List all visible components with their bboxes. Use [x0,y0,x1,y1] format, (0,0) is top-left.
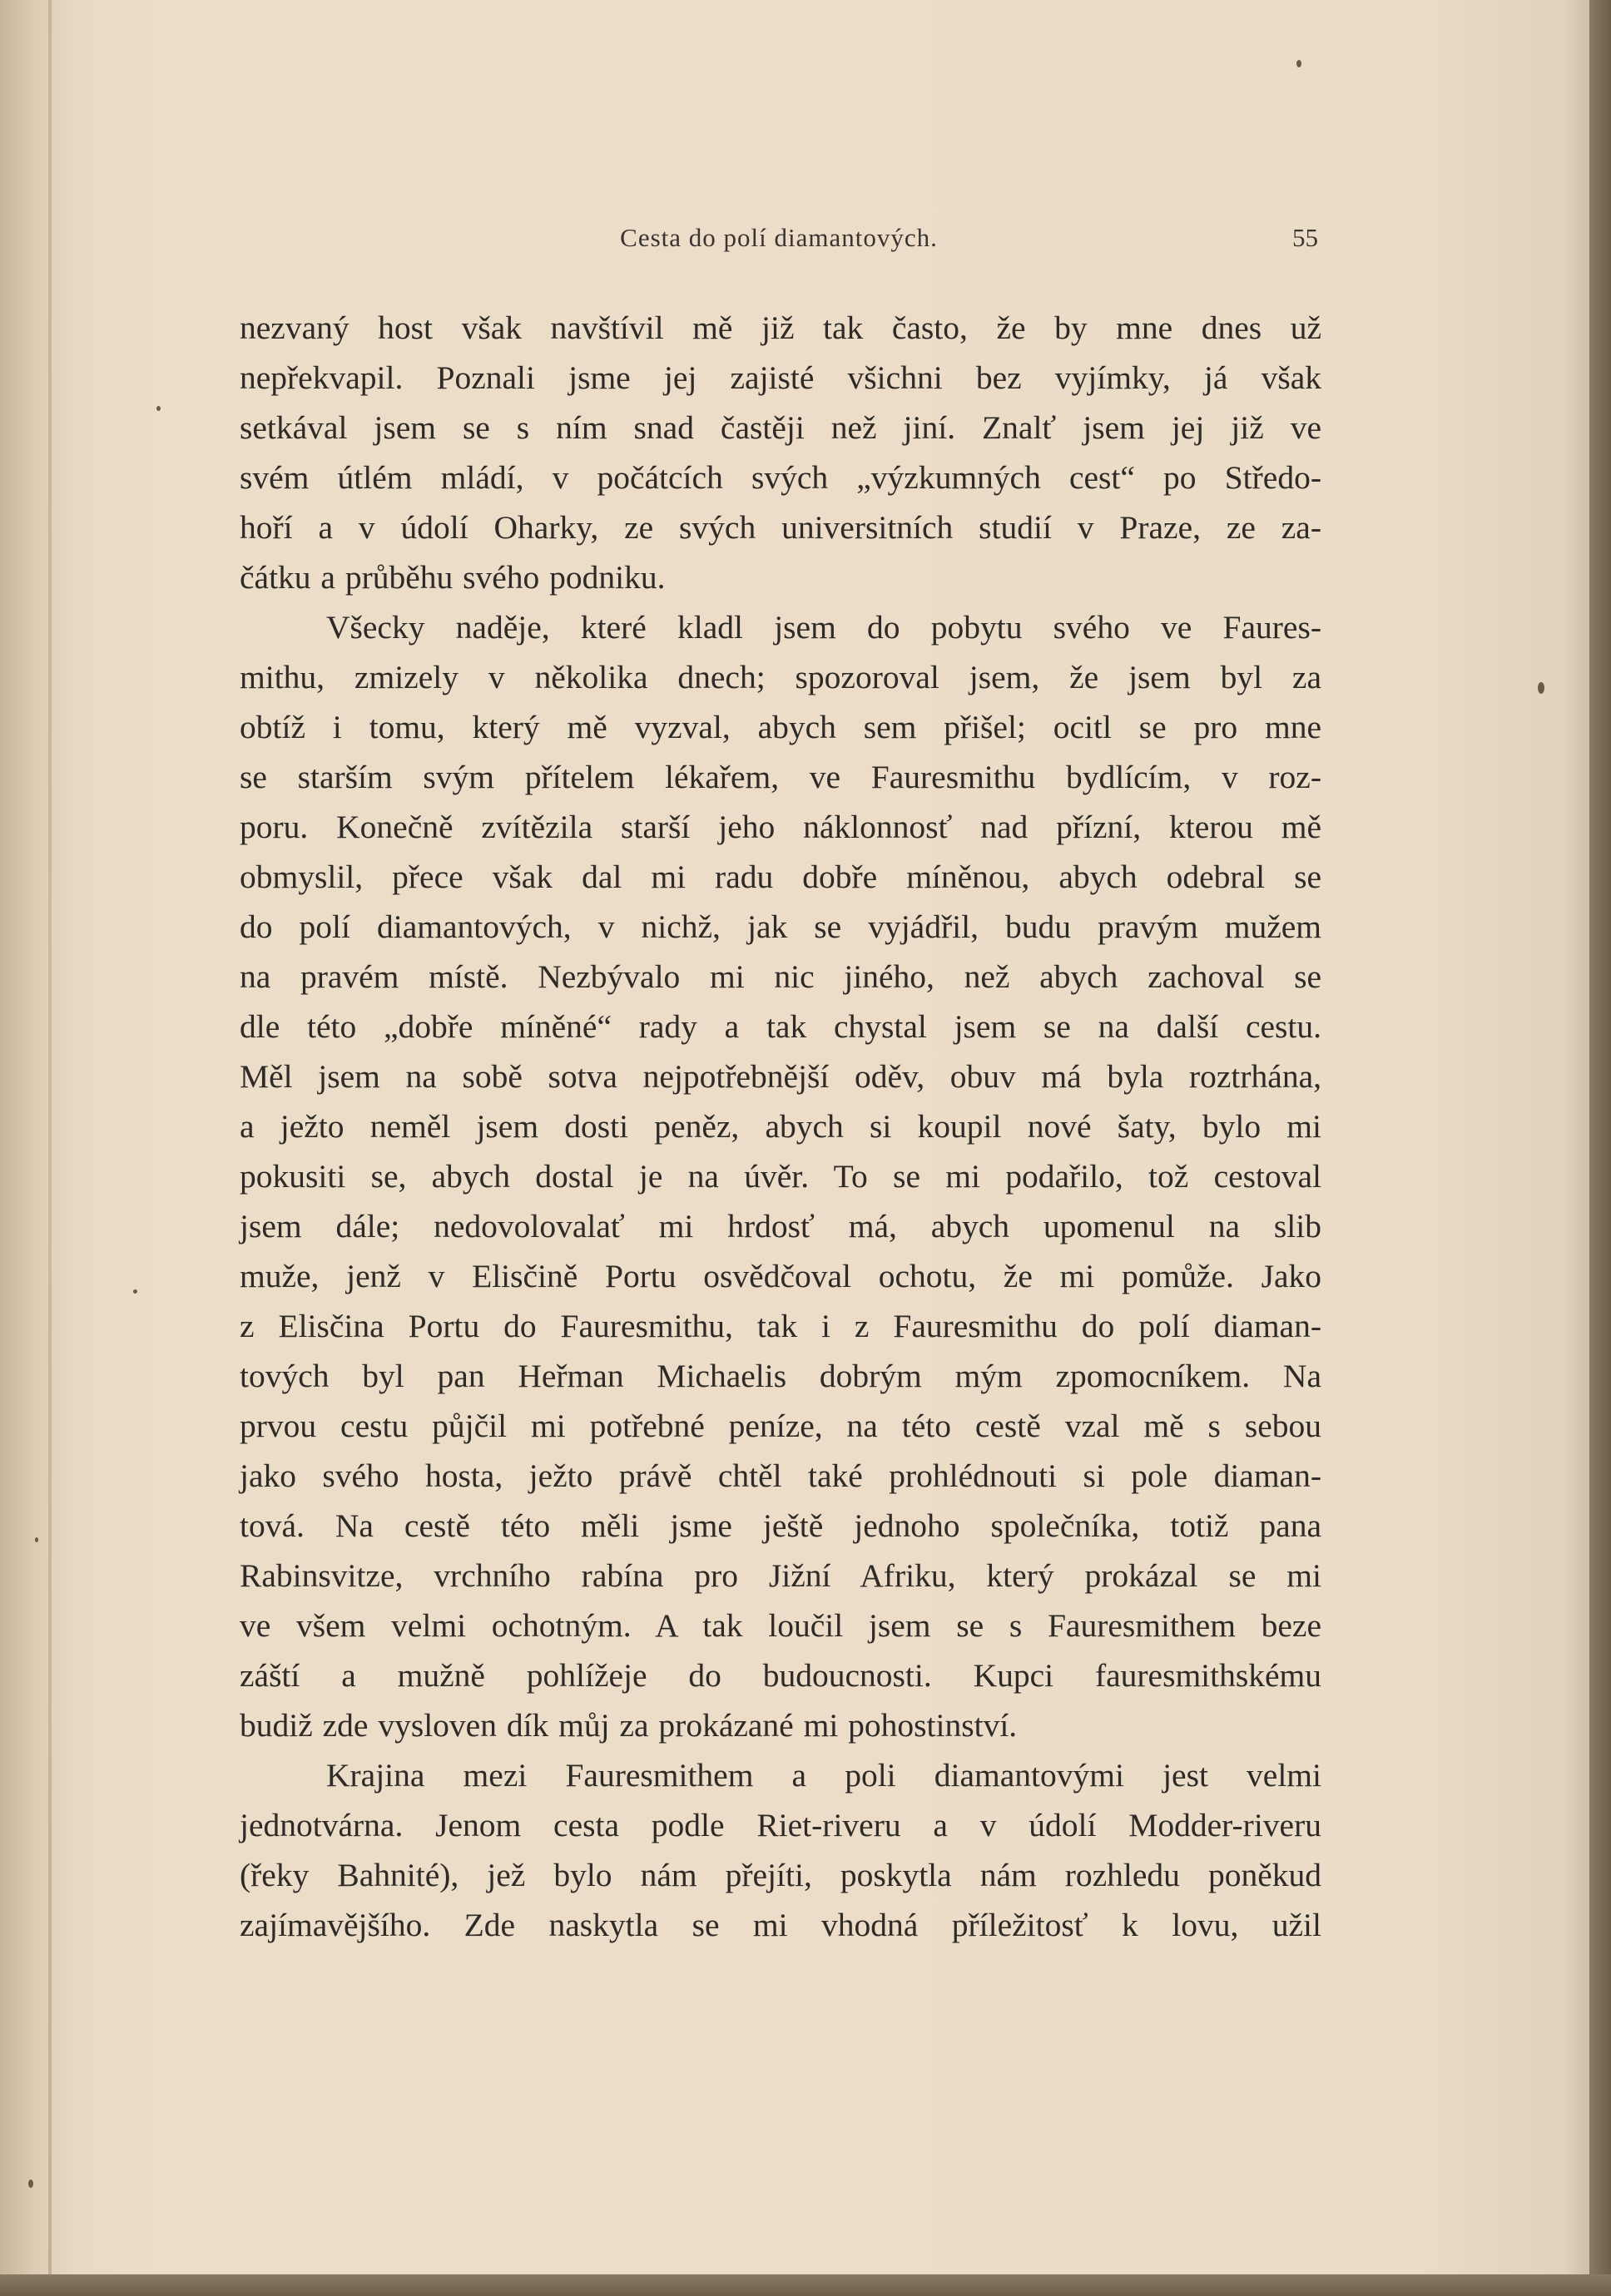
text-line: budiž zde vysloven dík můj za prokázané mi pohostinství. [240,1707,1018,1744]
text-line: hoří a v údolí Oharky, ze svých universitních studií v Praze, ze za- [240,509,1321,546]
text-line: nezvaný host však navštívil mě již tak často, že by mne dnes už [240,309,1321,346]
text-line: a ježto neměl jsem dosti peněz, abych si koupil nové šaty, bylo mi [240,1108,1321,1145]
text-line: zajímavějšího. Zde naskytla se mi vhodná příležitosť k lovu, užil [240,1907,1321,1943]
binding-gutter [48,0,52,2274]
text-line: (řeky Bahnité), jež bylo nám přejíti, poskytla nám rozhledu poněkud [240,1857,1321,1893]
running-title: Cesta do polí diamantových. [620,223,938,252]
text-line: muže, jenž v Elisčině Portu osvědčoval ochotu, že mi pomůže. Jako [240,1258,1321,1294]
text-line: dle této „dobře míněné“ rady a tak chystal jsem se na další cestu. [240,1008,1321,1045]
paragraph-first-line: Všecky naděje, které kladl jsem do pobytu svého ve Faures- [326,609,1321,646]
scan-edge-bottom [0,2274,1611,2296]
text-line: tová. Na cestě této měli jsme ještě jednoho společníka, totiž pana [240,1507,1321,1544]
text-line: setkával jsem se s ním snad častěji než jiní. Znalť jsem jej již ve [240,409,1321,446]
text-line: Měl jsem na sobě sotva nejpotřebnější oděv, obuv má byla roztrhána, [240,1058,1321,1095]
scan-edge-right [1589,0,1611,2296]
text-line: na pravém místě. Nezbývalo mi nic jiného, než abych zachoval se [240,958,1321,995]
text-line: poru. Konečně zvítězila starší jeho náklonnosť nad přízní, kterou mě [240,809,1321,845]
text-line: se starším svým přítelem lékařem, ve Fauresmithu bydlícím, v roz- [240,759,1321,795]
text-line: do polí diamantových, v nichž, jak se vyjádřil, budu pravým mužem [240,908,1321,945]
text-line: ve všem velmi ochotným. A tak loučil jsem se s Fauresmithem beze [240,1607,1321,1644]
text-line: záští a mužně pohlížeje do budoucnosti. Kupci fauresmithskému [240,1657,1321,1694]
paper-speck [28,2180,33,2188]
paper-speck [1296,60,1301,67]
running-head [240,223,1318,260]
text-line: jako svého hosta, ježto právě chtěl také prohlédnouti si pole diaman- [240,1457,1321,1494]
paper-speck [156,406,161,411]
text-line: nepřekvapil. Poznali jsme jej zajisté všichni bez vyjímky, já však [240,359,1321,396]
text-line: obmyslil, přece však dal mi radu dobře míněnou, abych odebral se [240,859,1321,895]
text-line: pokusiti se, abych dostal je na úvěr. To se mi podařilo, tož cestoval [240,1158,1321,1195]
body-text [240,303,1321,1950]
text-line: z Elisčina Portu do Fauresmithu, tak i z Fauresmithu do polí diaman- [240,1308,1321,1344]
text-line: tových byl pan Heřman Michaelis dobrým mým zpomocníkem. Na [240,1358,1321,1394]
text-line: čátku a průběhu svého podniku. [240,559,666,596]
text-line: svém útlém mládí, v počátcích svých „výzkumných cest“ po Středo- [240,459,1321,496]
paper-speck [1538,682,1544,694]
text-line: obtíž i tomu, který mě vyzval, abych sem přišel; ocitl se pro mne [240,709,1321,745]
paper-speck [35,1537,38,1542]
page-number: 55 [1292,223,1318,252]
paragraph-first-line: Krajina mezi Fauresmithem a poli diamantovými jest velmi [326,1757,1321,1794]
text-line: jsem dále; nedovolovalať mi hrdosť má, abych upomenul na slib [240,1208,1321,1244]
text-line: prvou cestu půjčil mi potřebné peníze, na této cestě vzal mě s sebou [240,1408,1321,1444]
text-line: jednotvárna. Jenom cesta podle Riet-riveru a v údolí Modder-riveru [240,1807,1321,1843]
paper-speck [133,1289,137,1294]
text-line: mithu, zmizely v několika dnech; spozoroval jsem, že jsem byl za [240,659,1321,695]
text-line: Rabinsvitze, vrchního rabína pro Jižní Afriku, který prokázal se mi [240,1557,1321,1594]
